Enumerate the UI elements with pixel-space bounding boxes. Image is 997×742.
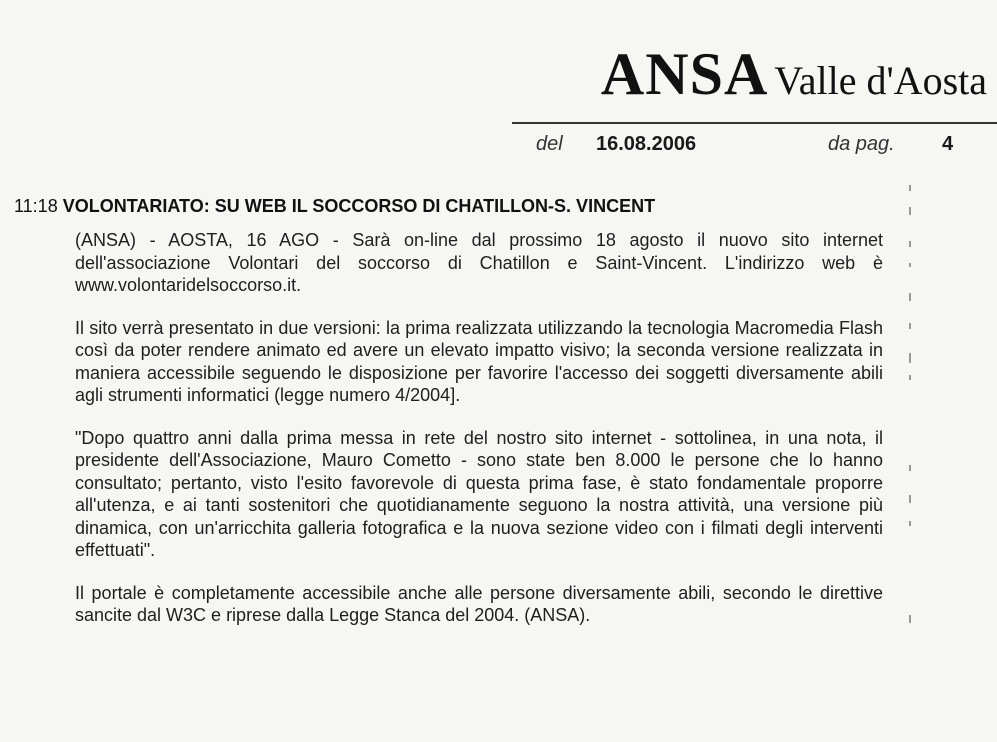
page-number: 4 <box>942 133 954 155</box>
scan-margin-marks <box>904 185 918 635</box>
publication-date: 16.08.2006 <box>596 133 697 155</box>
article-body <box>75 229 883 647</box>
article-paragraph: Il portale è completamente accessibile anche alle persone diversamente abili, secondo le direttive sancite dal W3C e riprese dalla Legge Stanca del 2004. (ANSA). <box>75 582 883 625</box>
article-paragraph: (ANSA) - AOSTA, 16 AGO - Sarà on-line dal prossimo 18 agosto il nuovo sito internet dell'associazione Volontari del soccorso di Chatillon e Saint-Vincent. L'indirizzo web è www.volontaridelsoccorso.it. <box>75 230 883 295</box>
masthead-brand: ANSA <box>600 41 769 107</box>
article-title: VOLONTARIATO: SU WEB IL SOCCORSO DI CHATILLON-S. VINCENT <box>62 196 656 216</box>
article-paragraph: Il sito verrà presentato in due versioni: la prima realizzata utilizzando la tecnologia Macromedia Flash così da poter rendere animato ed avere un elevato impatto visivo; la seconda versione realizzata in maniera accessibile seguendo le disposizione per favorire l'accesso dei soggetti diversamente abili agli strumenti informatici (legge numero 4/2004]. <box>75 317 883 405</box>
date-label: del <box>536 133 563 155</box>
publication-meta <box>0 133 997 159</box>
masthead <box>601 40 987 109</box>
article-paragraph: "Dopo quattro anni dalla prima messa in rete del nostro sito internet - sottolinea, in una nota, il presidente dell'Associazione, Mauro Cometto - sono state ben 8.000 le persone che lo hanno consultato; pertanto, visto l'esito favorevole di questa prima fase, è stato fondamentale proporre all'utenza, e ai tanti sostenitori che quotidianamente seguono la nostra attività, una versione più dinamica, con un'arricchita galleria fotografica e la nuova sezione video con i filmati degli interventi effettuati". <box>75 427 883 560</box>
masthead-divider <box>512 122 997 124</box>
masthead-region: Valle d'Aosta <box>774 58 987 103</box>
article-time: 11:18 <box>14 196 58 216</box>
page-label: da pag. <box>828 133 895 155</box>
article-headline <box>14 196 655 217</box>
